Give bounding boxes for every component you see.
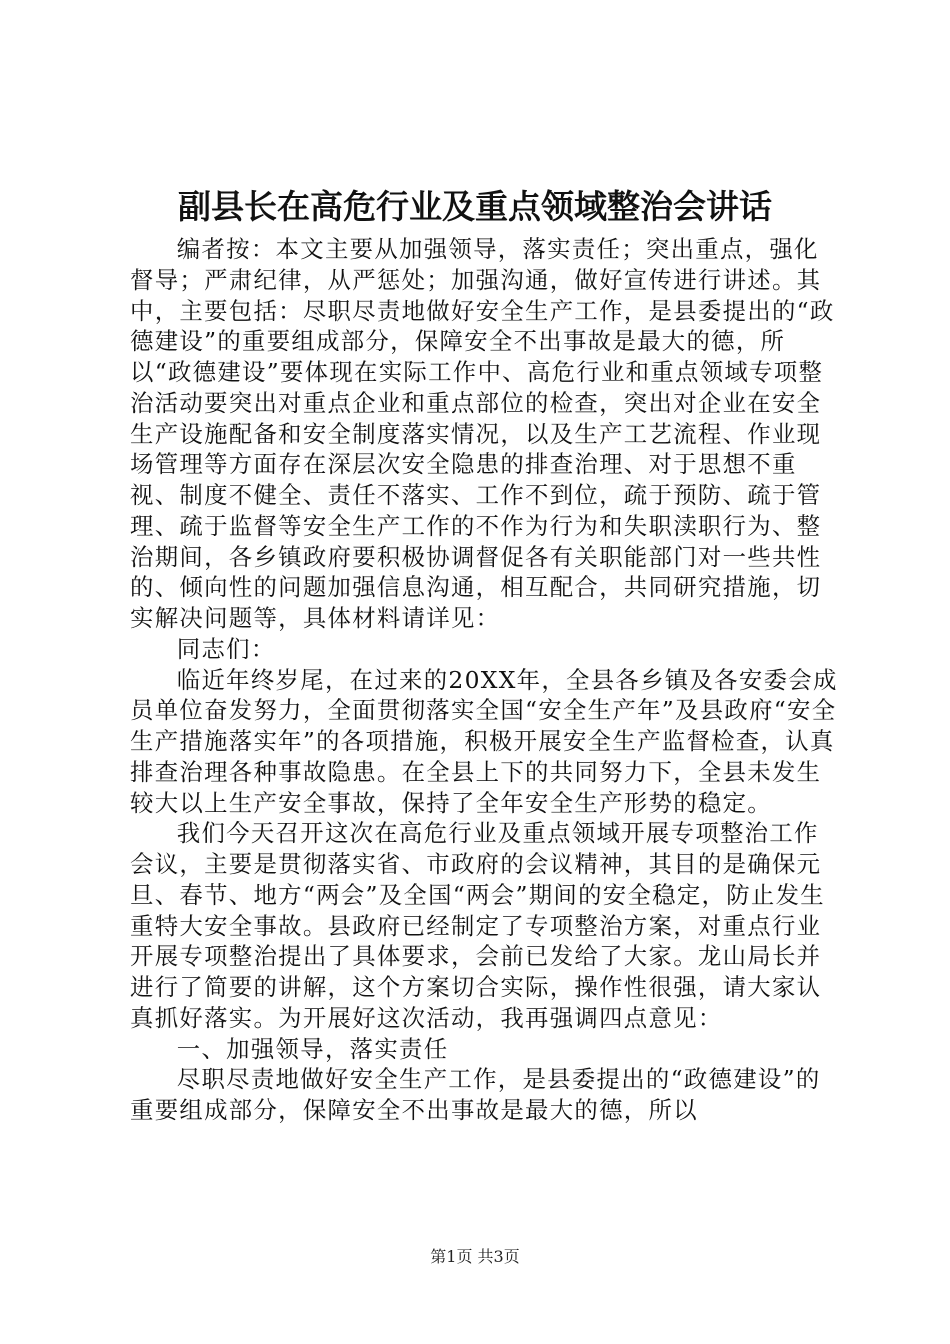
document-title: 副县长在高危行业及重点领域整治会讲话 bbox=[178, 187, 772, 226]
body-paragraph: 我们今天召开这次在高危行业及重点领域开展专项整治工作会议，主要是贯彻落实省、市政府的会议精神，其目的是确保元旦、春节、地方“两会”及全国“两会”期间的安全稳定，防止发生重特大安全事故。县政府已经制定了专项整治方案，对重点行业开展专项整治提出了具体要求，会前已发给了大家。龙山局长并进行了简要的讲解，这个方案切合实际，操作性很强，请大家认真抓好落实。为开展好这次活动，我再强调四点意见： bbox=[130, 819, 825, 1032]
section-heading: 一、加强领导，落实责任 bbox=[176, 1034, 449, 1063]
editor-note-paragraph: 编者按：本文主要从加强领导，落实责任；突出重点，强化督导；严肃纪律，从严惩处；加强沟通，做好宣传进行讲述。其中，主要包括：尽职尽责地做好安全生产工作，是县委提出的“政德建设”的重要组成部分，保障安全不出事故是最大的德，所以“政德建设”要体现在实际工作中、高危行业和重点领域专项整治活动要突出对重点企业和重点部位的检查，突出对企业在安全生产设施配备和安全制度落实情况，以及生产工艺流程、作业现场管理等方面存在深层次安全隐患的排查治理、对于思想不重视、制度不健全、责任不落实、工作不到位，疏于预防、疏于管理、疏于监督等安全生产工作的不作为行为和失职渎职行为、整治期间，各乡镇政府要积极协调督促各有关职能部门对一些共性的、倾向性的问题加强信息沟通，相互配合，共同研究措施，切实解决问题等，具体材料请详见： bbox=[130, 235, 835, 632]
page-number-footer: 第1页 共3页 bbox=[430, 1247, 520, 1266]
document-body bbox=[130, 234, 840, 1126]
salutation-paragraph: 同志们： bbox=[176, 634, 276, 663]
body-paragraph: 尽职尽责地做好安全生产工作，是县委提出的“政德建设”的重要组成部分，保障安全不出事故是最大的德，所以 bbox=[130, 1065, 821, 1124]
body-paragraph: 临近年终岁尾，在过来的20XX年，全县各乡镇及各安委会成员单位奋发努力，全面贯彻落实全国“安全生产年”及县政府“安全生产措施落实年”的各项措施，积极开展安全生产监督检查，认真排查治理各种事故隐患。在全县上下的共同努力下，全县未发生较大以上生产安全事故，保持了全年安全生产形势的稳定。 bbox=[130, 665, 838, 817]
